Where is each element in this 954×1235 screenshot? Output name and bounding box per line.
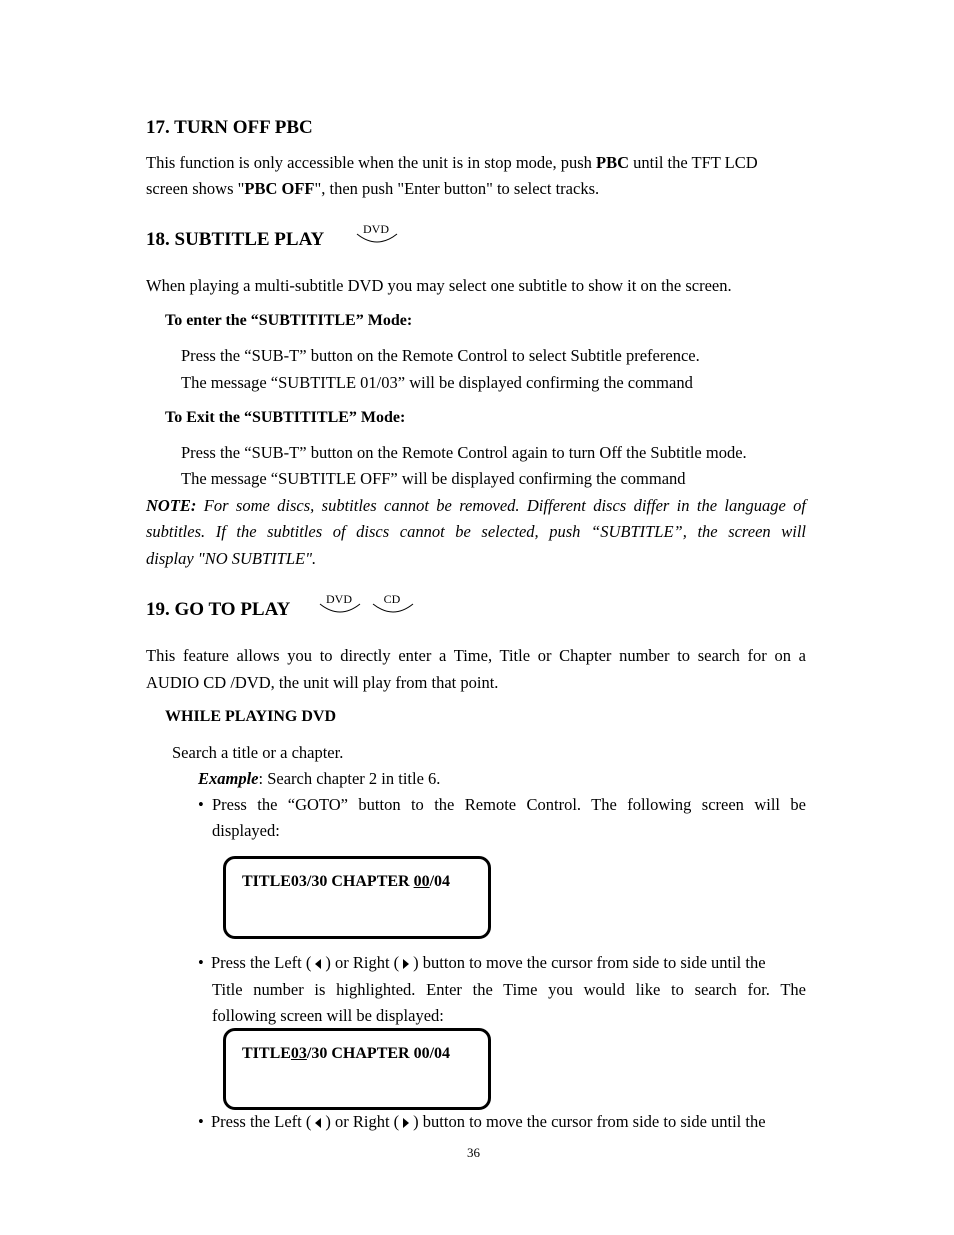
text-run: For some discs, subtitles cannot be removed. Different discs differ in the language of — [196, 496, 806, 515]
cd-disc-icon — [372, 592, 412, 614]
right-arrow-icon — [403, 959, 409, 969]
text-run: screen shows " — [146, 179, 245, 198]
cd-badge-label: CD — [383, 592, 401, 606]
section-17-line-2 — [146, 179, 599, 199]
note-line-2: subtitles. If the subtitles of discs cannot be selected, push “SUBTITLE”, the screen will — [146, 522, 806, 541]
section-17-heading: 17. TURN OFF PBC — [146, 117, 313, 138]
example-label: Example — [198, 769, 259, 788]
pbc-off-keyword: PBC OFF — [244, 179, 315, 198]
bullet-1-line-2: displayed: — [212, 821, 280, 840]
bullet-2-line-2: Title number is highlighted. Enter the Time you would like to search for. The — [212, 980, 806, 999]
section-19-heading: 19. GO TO PLAY — [146, 599, 291, 620]
bullet-1-marker: • — [198, 795, 204, 814]
section-17-line-1 — [146, 153, 758, 173]
section-19-intro-line-2: AUDIO CD /DVD, the unit will play from that point. — [146, 673, 499, 692]
text-run: This function is only accessible when the unit is in stop mode, push — [146, 153, 597, 172]
section-18-intro: When playing a multi-subtitle DVD you may select one subtitle to show it on the screen. — [146, 276, 732, 295]
text-run: TITLE — [242, 1045, 291, 1062]
text-run: ) button to move the cursor from side to side until the — [413, 953, 766, 972]
left-arrow-icon — [315, 959, 321, 969]
text-run: TITLE03/30 CHAPTER — [242, 873, 414, 890]
while-playing-dvd-title: WHILE PLAYING DVD — [165, 708, 336, 725]
screen-display-2-text — [242, 1045, 450, 1063]
section-19-intro-line-1: This feature allows you to directly enter a Time, Title or Chapter number to search for on a — [146, 646, 806, 665]
bullet-2-line-3: following screen will be displayed: — [212, 1006, 444, 1025]
exit-mode-line-2: The message “SUBTITLE OFF” will be displayed confirming the command — [181, 469, 686, 488]
text-run: until the TFT LCD — [629, 153, 758, 172]
enter-mode-line-2: The message “SUBTITLE 01/03” will be displayed confirming the command — [181, 373, 693, 392]
cursor-highlight: 03 — [290, 1045, 307, 1062]
dvd-badge-label: DVD — [326, 592, 352, 606]
dvd-badge-label: DVD — [363, 222, 389, 236]
note-line-1 — [146, 496, 806, 516]
page-number: 36 — [467, 1145, 480, 1160]
note-label: NOTE: — [146, 496, 197, 515]
bullet-3-line-1 — [211, 1112, 766, 1132]
section-18-heading: 18. SUBTITLE PLAY — [146, 229, 325, 250]
screen-display-2 — [223, 1028, 491, 1110]
bullet-1-line-1: Press the “GOTO” button to the Remote Control. The following screen will be — [212, 795, 806, 814]
bullet-2-line-1 — [211, 953, 766, 973]
note-line-3: display "NO SUBTITLE". — [146, 549, 317, 568]
bullet-2-marker: • — [198, 953, 204, 972]
search-text: Search a title or a chapter. — [172, 743, 344, 762]
exit-mode-line-1: Press the “SUB-T” button on the Remote Control again to turn Off the Subtitle mode. — [181, 443, 747, 462]
enter-mode-line-1: Press the “SUB-T” button on the Remote Control to select Subtitle preference. — [181, 346, 700, 365]
text-run: /30 CHAPTER 00/04 — [306, 1045, 451, 1062]
dvd-disc-icon — [319, 592, 359, 614]
text-run: Press the Left ( — [211, 953, 312, 972]
bullet-3-marker: • — [198, 1112, 204, 1131]
exit-mode-title: To Exit the “SUBTITITLE” Mode: — [165, 409, 406, 426]
cursor-highlight: 00 — [413, 873, 430, 890]
text-run: ) or Right ( — [325, 953, 400, 972]
text-run: ) or Right ( — [325, 1112, 400, 1131]
text-run: ) button to move the cursor from side to side until the — [413, 1112, 766, 1131]
dvd-disc-icon — [356, 222, 396, 244]
example-line — [198, 769, 440, 789]
text-run: ", then push "Enter button" to select tracks. — [314, 179, 600, 198]
text-run: /04 — [429, 873, 451, 890]
screen-display-1-text — [242, 873, 450, 891]
text-run: : Search chapter 2 in title 6. — [258, 769, 441, 788]
left-arrow-icon — [315, 1118, 321, 1128]
screen-display-1 — [223, 856, 491, 939]
right-arrow-icon — [403, 1118, 409, 1128]
text-run: Press the Left ( — [211, 1112, 312, 1131]
enter-mode-title: To enter the “SUBTITITLE” Mode: — [165, 312, 413, 329]
pbc-keyword: PBC — [596, 153, 630, 172]
